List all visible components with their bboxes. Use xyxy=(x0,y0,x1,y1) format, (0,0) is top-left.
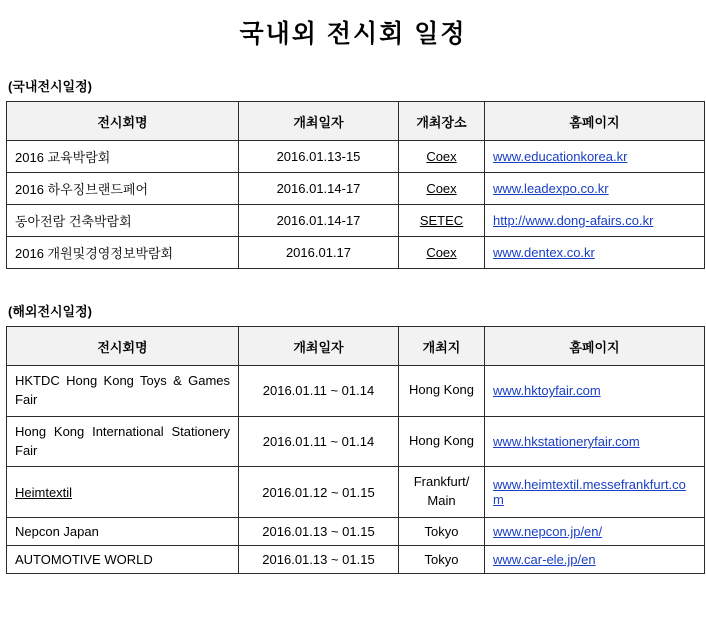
exhibition-date: 2016.01.11 ~ 01.14 xyxy=(239,416,399,467)
exhibition-date: 2016.01.14-17 xyxy=(239,205,399,237)
place-text: Coex xyxy=(426,245,457,260)
exhibition-name: 2016 하우징브랜드페어 xyxy=(7,173,239,205)
exhibition-date: 2016.01.17 xyxy=(239,237,399,269)
exhibition-site xyxy=(485,205,705,237)
exhibition-site xyxy=(485,518,705,546)
exhibition-place: Hong Kong xyxy=(399,366,485,417)
exhibition-date: 2016.01.13-15 xyxy=(239,141,399,173)
exhibition-date: 2016.01.13 ~ 01.15 xyxy=(239,546,399,574)
section-domestic xyxy=(6,76,700,269)
exhibition-place: Tokyo xyxy=(399,518,485,546)
place-text: Coex xyxy=(426,149,457,164)
exhibition-name: 2016 교육박람회 xyxy=(7,141,239,173)
page-title: 국내외 전시회 일정 xyxy=(239,20,467,48)
exhibition-name: Nepcon Japan xyxy=(7,518,239,546)
exhibition-site xyxy=(485,546,705,574)
homepage-link[interactable]: www.dentex.co.kr xyxy=(493,245,595,260)
section-label-domestic: (국내전시일정) xyxy=(8,79,93,94)
exhibition-date: 2016.01.13 ~ 01.15 xyxy=(239,518,399,546)
homepage-link[interactable]: www.nepcon.jp/en/ xyxy=(493,524,603,540)
column-header-date: 개최일자 xyxy=(239,327,399,366)
exhibition-date: 2016.01.11 ~ 01.14 xyxy=(239,366,399,417)
homepage-link[interactable]: www.hktoyfair.com xyxy=(493,383,601,399)
overseas-schedule-table xyxy=(6,326,705,574)
table-header-row xyxy=(7,327,705,366)
place-text: Coex xyxy=(426,181,457,196)
exhibition-date: 2016.01.14-17 xyxy=(239,173,399,205)
table-row xyxy=(7,467,705,518)
exhibition-name-text: Heimtextil xyxy=(15,484,73,500)
exhibition-name xyxy=(7,467,239,518)
exhibition-name: HKTDC Hong Kong Toys & Games Fair xyxy=(7,366,239,417)
table-row xyxy=(7,366,705,417)
column-header-name: 전시회명 xyxy=(7,327,239,366)
place-text: SETEC xyxy=(419,213,464,228)
homepage-link[interactable]: www.car-ele.jp/en xyxy=(493,552,596,568)
section-spacer xyxy=(6,287,700,301)
section-overseas xyxy=(6,301,700,574)
column-header-site: 홈페이지 xyxy=(485,102,705,141)
exhibition-name: 2016 개원및경영정보박람회 xyxy=(7,237,239,269)
exhibition-site xyxy=(485,467,705,518)
exhibition-name: AUTOMOTIVE WORLD xyxy=(7,546,239,574)
exhibition-site xyxy=(485,366,705,417)
column-header-place: 개최지 xyxy=(399,327,485,366)
column-header-place: 개최장소 xyxy=(399,102,485,141)
exhibition-place xyxy=(399,173,485,205)
exhibition-place: Frankfurt/ Main xyxy=(399,467,485,518)
exhibition-site xyxy=(485,141,705,173)
exhibition-name: Hong Kong International Stationery Fair xyxy=(7,416,239,467)
exhibition-place xyxy=(399,237,485,269)
exhibition-date: 2016.01.12 ~ 01.15 xyxy=(239,467,399,518)
table-header-row xyxy=(7,102,705,141)
exhibition-site xyxy=(485,237,705,269)
exhibition-place xyxy=(399,205,485,237)
homepage-link[interactable]: http://www.dong-afairs.co.kr xyxy=(493,213,654,228)
homepage-link[interactable]: www.educationkorea.kr xyxy=(493,149,628,164)
domestic-schedule-table xyxy=(6,101,705,269)
document-page xyxy=(0,14,706,574)
homepage-link[interactable]: www.hkstationeryfair.com xyxy=(493,434,640,450)
section-label-overseas: (해외전시일정) xyxy=(8,304,93,319)
table-row xyxy=(7,237,705,269)
homepage-link[interactable]: www.leadexpo.co.kr xyxy=(493,181,609,196)
column-header-date: 개최일자 xyxy=(239,102,399,141)
exhibition-site xyxy=(485,416,705,467)
exhibition-place xyxy=(399,141,485,173)
table-row xyxy=(7,141,705,173)
exhibition-place: Hong Kong xyxy=(399,416,485,467)
table-row xyxy=(7,546,705,574)
table-row xyxy=(7,416,705,467)
exhibition-site xyxy=(485,173,705,205)
exhibition-place: Tokyo xyxy=(399,546,485,574)
homepage-link[interactable]: www.heimtextil.messefrankfurt.com xyxy=(493,477,686,508)
table-row xyxy=(7,173,705,205)
table-row xyxy=(7,518,705,546)
column-header-name: 전시회명 xyxy=(7,102,239,141)
table-row xyxy=(7,205,705,237)
exhibition-name: 동아전람 건축박람회 xyxy=(7,205,239,237)
column-header-site: 홈페이지 xyxy=(485,327,705,366)
